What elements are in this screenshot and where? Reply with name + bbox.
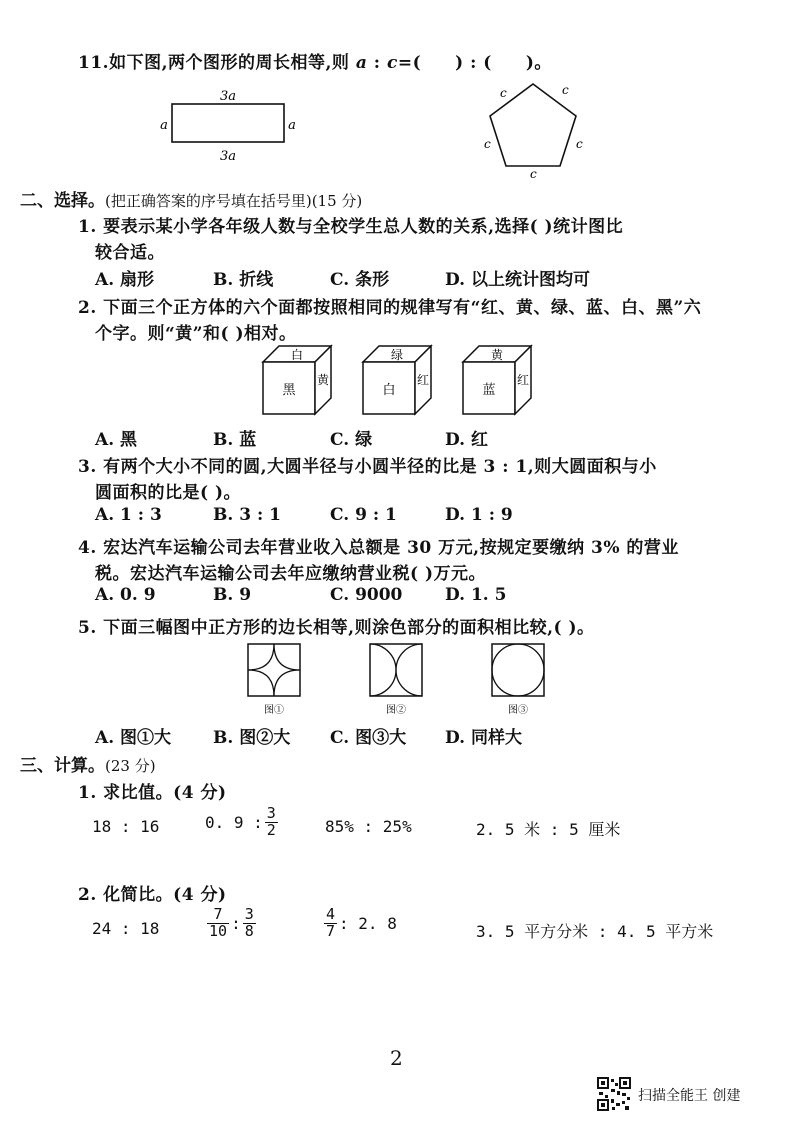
c3-option-b: B. 3 : 1 <box>213 505 281 525</box>
cube-2 <box>363 346 431 414</box>
k1-title: 1. 求比值。(4 分) <box>78 783 227 803</box>
k1-expr-3: 85% : 25% <box>325 817 412 836</box>
rect-top-label: 3a <box>219 89 237 104</box>
c1-option-c: C. 条形 <box>330 270 390 290</box>
figure-2-caption: 图② <box>386 705 406 716</box>
cube-3-side: 红 <box>516 373 530 387</box>
c4-line1: 4. 宏达汽车运输公司去年营业收入总额是 30 万元,按规定要缴纳 3% 的营业 <box>78 538 679 558</box>
cubes-figure <box>255 342 545 422</box>
k1-expr-1: 18 : 16 <box>92 817 160 836</box>
c5-line1: 5. 下面三幅图中正方形的边长相等,则涂色部分的面积相比较,( )。 <box>78 618 595 638</box>
figure-1 <box>248 644 300 716</box>
c2-line2: 个字。则“黄”和( )相对。 <box>95 324 297 344</box>
rect-right-label: a <box>288 118 296 133</box>
c4-option-a: A. 0. 9 <box>95 585 156 605</box>
pent-label-5: c <box>530 167 537 181</box>
c1-option-d: D. 以上统计图均可 <box>445 270 590 290</box>
pent-label-1: c <box>500 86 507 100</box>
rect-bottom-label: 3a <box>219 149 237 164</box>
c2-line1: 2. 下面三个正方体的六个面都按照相同的规律写有“红、黄、绿、蓝、白、黑”六 <box>78 298 702 318</box>
cube-2-front: 白 <box>382 383 396 398</box>
c5-option-c: C. 图③大 <box>330 728 407 748</box>
c5-option-b: B. 图②大 <box>213 728 291 748</box>
pent-label-3: c <box>484 137 491 151</box>
cube-1-side: 黄 <box>316 373 330 387</box>
c5-option-a: A. 图①大 <box>95 728 172 748</box>
k2-expr-1: 24 : 18 <box>92 919 160 938</box>
cube-1-front: 黑 <box>282 383 296 398</box>
cube-3-top: 黄 <box>490 348 504 362</box>
k1-expr-4: 2. 5 米 : 5 厘米 <box>476 820 621 839</box>
figure-2 <box>370 644 422 716</box>
rectangle-shape <box>172 104 284 142</box>
cube-3-front: 蓝 <box>482 383 496 398</box>
c1-option-b: B. 折线 <box>213 270 274 290</box>
pentagon-figure <box>470 72 600 182</box>
squares-figure <box>240 640 560 720</box>
c3-option-a: A. 1 : 3 <box>95 505 162 525</box>
section-2-heading: 二、选择。(把正确答案的序号填在括号里)(15 分) <box>20 191 363 211</box>
c3-option-c: C. 9 : 1 <box>330 505 397 525</box>
cube-2-side: 红 <box>416 373 430 387</box>
c3-option-d: D. 1 : 9 <box>445 505 513 525</box>
c4-option-c: C. 9000 <box>330 585 403 605</box>
c1-line1: 1. 要表示某小学各年级人数与全校学生总人数的关系,选择( )统计图比 <box>78 217 624 237</box>
c2-option-a: A. 黑 <box>95 430 138 450</box>
cube-3 <box>463 346 531 414</box>
c4-option-b: B. 9 <box>213 585 252 605</box>
c1-line2: 较合适。 <box>95 243 165 263</box>
c3-line1: 3. 有两个大小不同的圆,大圆半径与小圆半径的比是 3 : 1,则大圆面积与小 <box>78 457 657 477</box>
c1-option-a: A. 扇形 <box>95 270 155 290</box>
k2-expr-4: 3. 5 平方分米 : 4. 5 平方米 <box>476 922 714 941</box>
page-number: 2 <box>390 1046 403 1070</box>
c4-option-d: D. 1. 5 <box>445 585 507 605</box>
rectangle-figure <box>150 88 310 168</box>
q11-text: 11.如下图,两个图形的周长相等,则 a : c=( ) : ( )。 <box>78 53 552 73</box>
figure-3-caption: 图③ <box>508 705 528 716</box>
qr-code-icon <box>597 1077 631 1111</box>
k2-expr-3: $\frac{4}{7}$ : 2. 8 <box>326 905 397 940</box>
c5-option-d: D. 同样大 <box>445 728 522 748</box>
cube-1-top: 白 <box>290 348 304 362</box>
c2-option-b: B. 蓝 <box>213 430 257 450</box>
c2-option-c: C. 绿 <box>330 430 373 450</box>
c2-option-d: D. 红 <box>445 430 488 450</box>
figure-3 <box>492 644 544 716</box>
c4-line2: 税。宏达汽车运输公司去年应缴纳营业税( )万元。 <box>95 564 487 584</box>
rect-left-label: a <box>160 118 168 133</box>
watermark-text: 扫描全能王 创建 <box>638 1088 741 1104</box>
figure-1-caption: 图① <box>264 705 284 716</box>
c3-line2: 圆面积的比是( )。 <box>95 483 242 503</box>
k1-expr-2: 0. 9 : $\frac{3}{2}$ <box>205 804 276 839</box>
k2-expr-2: $\frac{7}{10}$ : $\frac{3}{8}$ <box>209 905 254 940</box>
pent-label-4: c <box>576 137 583 151</box>
section-3-heading: 三、计算。(23 分) <box>20 756 156 776</box>
pent-label-2: c <box>562 83 569 97</box>
cube-2-top: 绿 <box>390 348 404 362</box>
cube-1 <box>263 346 331 414</box>
k2-title: 2. 化简比。(4 分) <box>78 885 227 905</box>
